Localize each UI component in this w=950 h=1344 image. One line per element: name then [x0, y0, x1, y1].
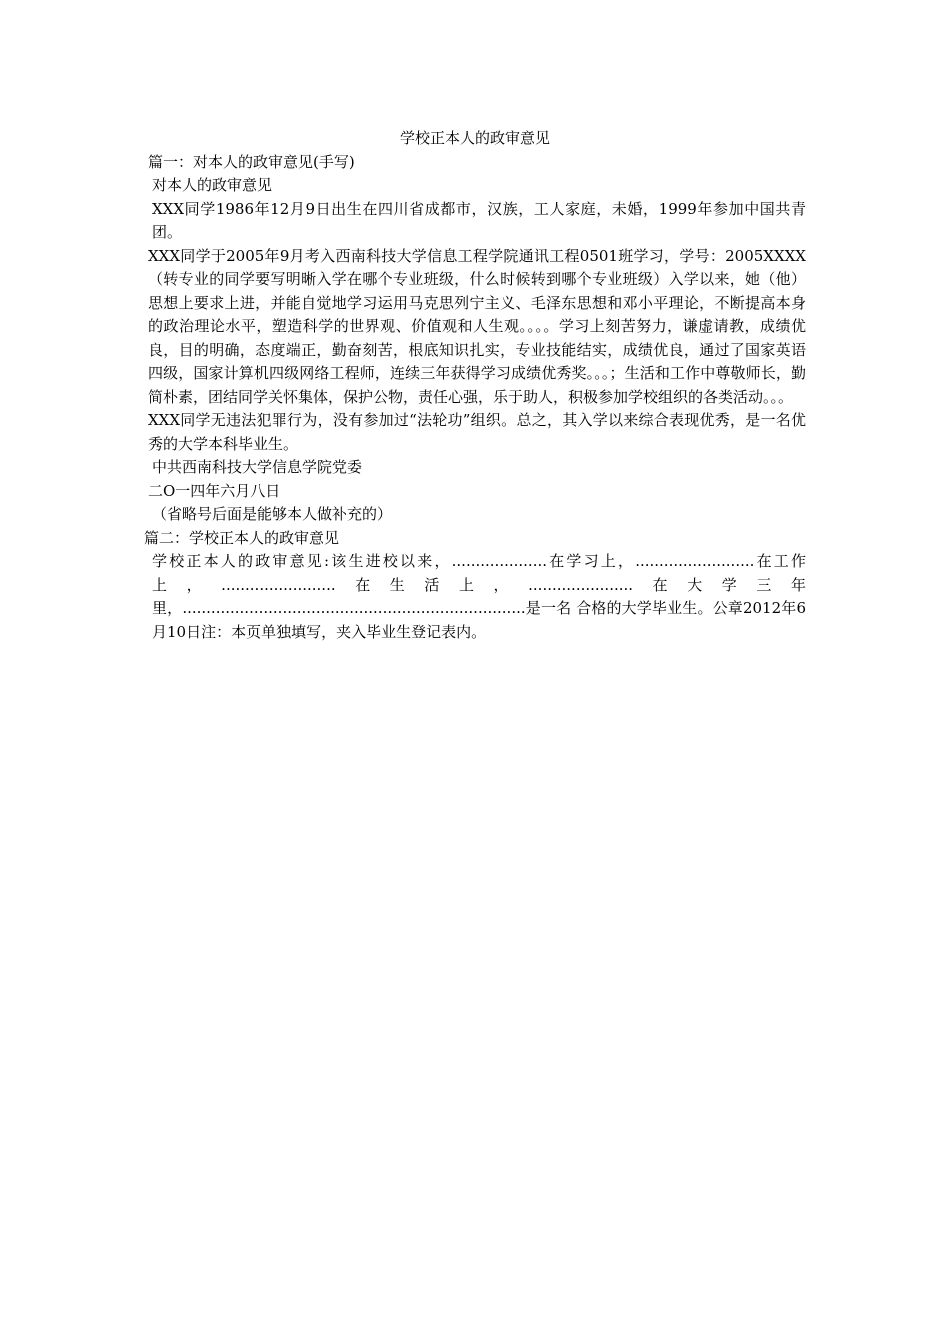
signature-date: 二O一四年六月八日: [148, 481, 281, 500]
paragraph-conduct: XXX同学无违法犯罪行为，没有参加过“法轮功”组织。总之，其入学以来综合表现优秀，是一名优秀的大学本科毕业生。: [148, 411, 806, 453]
paragraph-study-record: XXX同学于2005年9月考入西南科技大学信息工程学院通讯工程0501班学习，学号：2005XXXX（转专业的同学要写明晰入学在哪个专业班级，什么时候转到哪个专业班级）入学以来，她（他）思想上要求上进，并能自觉地学习运用马克思列宁主义、毛泽东思想和邓小平理论，不断提高本身的政治理论水平，塑造科学的世界观、价值观和人生观。。。。学习上刻苦努力，谦虚请教，成绩优良，目的明确，态度端正，勤奋刻苦，根底知识扎实，专业技能结实，成绩优良，通过了国家英语四级，国家计算机四级网络工程师，连续三年获得学习成绩优秀奖。。。；生活和工作中尊敬师长，勤简朴素，团结同学关怀集体，保护公物，责任心强，乐于助人，积极参加学校组织的各类活动。。。: [148, 246, 806, 406]
signature-organization: 中共西南科技大学信息学院党委: [152, 458, 363, 476]
document-title: 学校正本人的政审意见: [399, 129, 550, 147]
paragraph-template: 学校正本人的政审意见:该生进校以来，....................在学习上，.........................在工作上，........................在生活上，......................在大学三年里，........................................................................是一名 合格的大学毕业生。公章2012年6月10日注：本页单独填写，夹入毕业生登记表内。: [152, 552, 806, 641]
document-body: [144, 127, 806, 644]
subheading: 对本人的政审意见: [152, 176, 273, 194]
paragraph-birth-info: XXX同学1986年12月9日出生在四川省成都市，汉族，工人家庭，未婚，1999年参加中国共青团。: [152, 199, 806, 241]
section-heading-2: 篇二：学校正本人的政审意见: [144, 528, 340, 547]
note-text: （省略号后面是能够本人做补充的）: [152, 505, 393, 523]
section-heading-1: 篇一：对本人的政审意见(手写): [148, 152, 355, 171]
